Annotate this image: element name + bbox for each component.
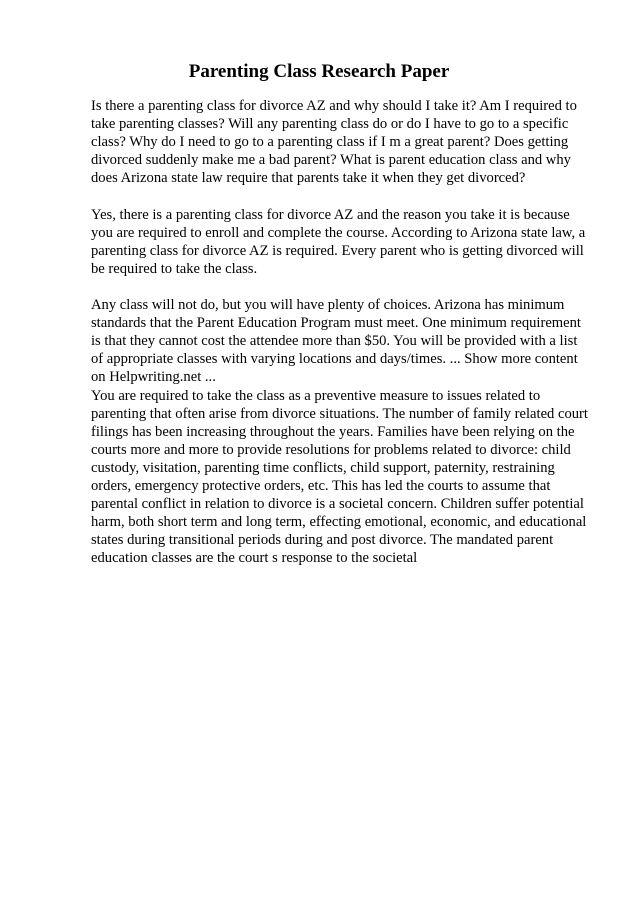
text-line: states during transitional periods during and post divorce. The mandated parent [91, 532, 554, 549]
text-line: education classes are the court s response to the societal [91, 550, 418, 567]
text-line: divorced suddenly make me a bad parent? What is parent education class and why [91, 152, 571, 169]
document-body [91, 97, 591, 567]
text-line: Any class will not do, but you will have plenty of choices. Arizona has minimum [91, 297, 565, 314]
text-line: parenting class for divorce AZ is required. Every parent who is getting divorced will [91, 242, 584, 259]
text-line: is that they cannot cost the attendee more than $50. You will be provided with a list [91, 333, 578, 350]
text-line: Is there a parenting class for divorce AZ and why should I take it? Am I required to [91, 98, 577, 114]
paragraph-spacer [91, 187, 591, 205]
text-line: harm, both short term and long term, effecting emotional, economic, and educational [91, 514, 587, 531]
text-line: filings has been increasing throughout the years. Families have been relying on the [91, 423, 575, 440]
paragraph-3 [91, 296, 591, 567]
page-title: Parenting Class Research Paper [188, 61, 450, 82]
text-line: standards that the Parent Education Program must meet. One minimum requirement [91, 315, 581, 332]
text-line: be required to take the class. [91, 260, 258, 277]
text-line: custody, visitation, parenting time conflicts, child support, paternity, restraining [91, 459, 555, 476]
text-line: You are required to take the class as a preventive measure to issues related to [91, 387, 541, 404]
text-line: on Helpwriting.net ... [91, 369, 216, 386]
text-line: Yes, there is a parenting class for divorce AZ and the reason you take it is because [91, 206, 570, 223]
text-line: parental conflict in relation to divorce is a societal concern. Children suffer potential [91, 496, 584, 513]
text-line: class? Why do I need to go to a parenting class if I m a great parent? Does getting [91, 134, 569, 151]
text-line: courts more and more to provide resolutions for problems related to divorce: child [91, 441, 571, 458]
text-line: take parenting classes? Will any parenting class do or do I have to go to a specific [91, 116, 569, 133]
text-line: parenting that often arise from divorce situations. The number of family related court [91, 405, 588, 422]
paragraph-spacer [91, 278, 591, 296]
text-line: orders, emergency protective orders, etc. This has led the courts to assume that [91, 477, 551, 494]
text-line: does Arizona state law require that parents take it when they get divorced? [91, 170, 526, 187]
paragraph-2 [91, 206, 591, 278]
paragraph-1 [91, 97, 591, 187]
text-line: of appropriate classes with varying locations and days/times. ... Show more content [91, 351, 578, 368]
text-line: you are required to enroll and complete the course. According to Arizona state law, a [91, 224, 586, 241]
